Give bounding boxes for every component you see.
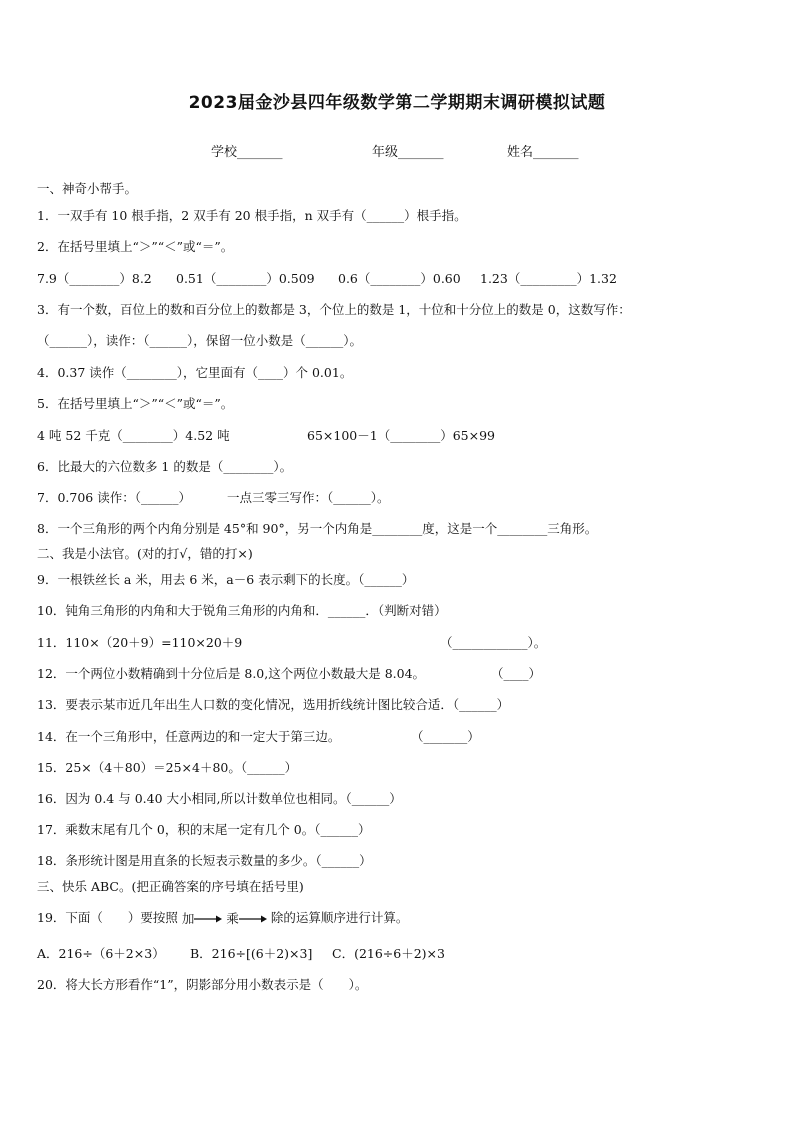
page-title: 2023届金沙县四年级数学第二学期期末调研模拟试题	[188, 93, 606, 113]
school-field: 学校_______	[211, 145, 283, 160]
question-19	[37, 910, 408, 927]
question-5: 5．在括号里填上“＞”“＜”或“＝”。	[37, 396, 234, 411]
question-12-blank: （____）	[491, 666, 542, 681]
question-2: 2．在括号里填上“＞”“＜”或“＝”。	[37, 239, 234, 254]
question-3: 3．有一个数，百位上的数和百分位上的数都是 3，个位上的数是 1，十位和十分位上的数是 0，这数写作：	[37, 302, 631, 317]
question-8: 8．一个三角形的两个内角分别是 45°和 90°，另一个内角是________度，这是一个________三角形。	[37, 521, 598, 536]
question-11-blank: （____________）。	[440, 635, 547, 650]
option-c: C．(216÷6＋2)×3	[332, 946, 445, 961]
question-10: 10．钝角三角形的内角和大于锐角三角形的内角和．______．（判断对错）	[37, 603, 447, 618]
question-5-b: 65×100－1（________）65×99	[307, 428, 495, 443]
question-13: 13．要表示某市近几年出生人口数的变化情况，选用折线统计图比较合适．（______）	[37, 697, 510, 712]
question-11: 11．110×（20＋9）=110×20＋9	[37, 635, 243, 650]
question-12: 12．一个两位小数精确到十分位后是 8.0,这个两位小数最大是 8.04。	[37, 666, 426, 681]
question-2-a: 7.9（________）8.2	[37, 271, 152, 286]
grade-field: 年级_______	[372, 145, 444, 160]
section-3-heading: 三、快乐 ABC。(把正确答案的序号填在括号里)	[37, 879, 304, 894]
question-3-blanks: （______），读作：（______），保留一位小数是（______）。	[37, 333, 363, 348]
arrow-right-icon	[194, 914, 222, 924]
question-2-c: 0.6（________）0.60	[338, 271, 461, 286]
question-1: 1．一双手有 10 根手指，2 双手有 20 根手指，n 双手有（______）根手指。	[37, 208, 467, 223]
section-2-heading: 二、我是小法官。(对的打√，错的打×)	[37, 546, 253, 561]
question-7-a: 7．0.706 读作：（______）	[37, 490, 191, 505]
question-20: 20．将大长方形看作“1”，阴影部分用小数表示是（ ）。	[37, 977, 368, 992]
op-multiply-label: 乘	[226, 910, 239, 926]
question-7-b: 一点三零三写作：（______）。	[227, 490, 390, 505]
option-a: A．216÷（6＋2×3）	[37, 946, 165, 961]
question-14: 14．在一个三角形中，任意两边的和一定大于第三边。	[37, 729, 341, 744]
question-16: 16．因为 0.4 与 0.40 大小相同,所以计数单位也相同。（______）	[37, 791, 402, 806]
question-19-stem: 19．下面（ ）要按照	[37, 910, 178, 925]
question-6: 6．比最大的六位数多 1 的数是（________）。	[37, 459, 293, 474]
question-2-b: 0.51（________）0.509	[176, 271, 315, 286]
question-18: 18．条形统计图是用直条的长短表示数量的多少。（______）	[37, 853, 372, 868]
op-add-label: 加	[181, 910, 195, 926]
operation-order-diagram	[182, 911, 267, 927]
question-17: 17．乘数末尾有几个 0，积的末尾一定有几个 0。（______）	[37, 822, 371, 837]
question-5-a: 4 吨 52 千克（________）4.52 吨	[37, 428, 230, 443]
question-4: 4．0.37 读作（________），它里面有（____）个 0.01。	[37, 365, 353, 380]
question-14-blank: （_______）	[411, 729, 480, 744]
arrow-right-icon	[239, 914, 267, 924]
section-1-heading: 一、神奇小帮手。	[37, 181, 138, 196]
question-15: 15．25×（4＋80）＝25×4＋80。（______）	[37, 760, 298, 775]
question-19-tail: 除的运算顺序进行计算。	[270, 910, 409, 925]
name-field: 姓名_______	[507, 145, 579, 160]
option-b: B．216÷[(6＋2)×3]	[190, 946, 313, 961]
question-2-d: 1.23（_________）1.32	[480, 271, 617, 286]
question-9: 9．一根铁丝长 a 米，用去 6 米，a－6 表示剩下的长度。（______）	[37, 572, 415, 587]
